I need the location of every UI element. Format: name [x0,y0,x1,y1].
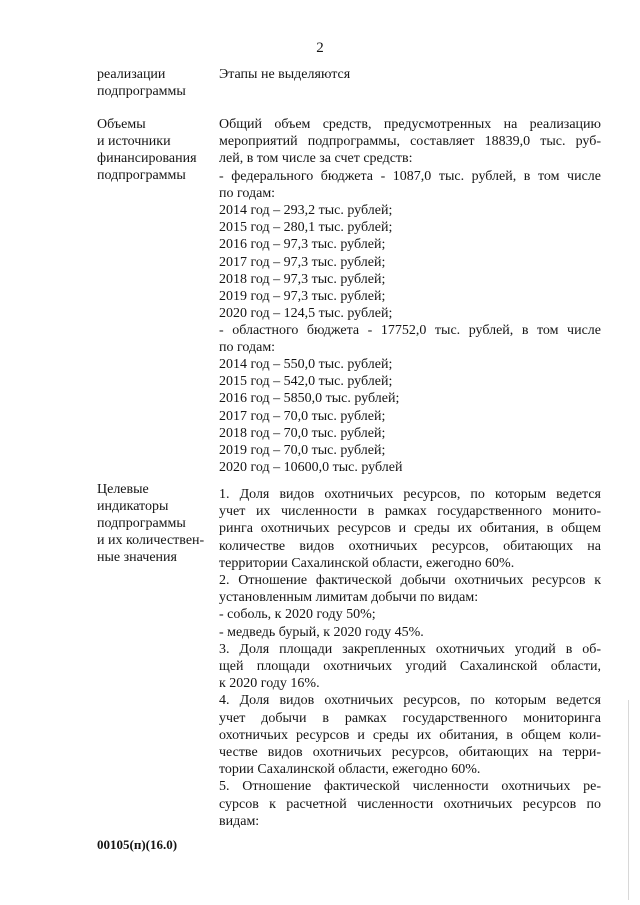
regional-years-list [219,356,601,476]
year-line: 2018 год – 70,0 тыс. рублей; [219,425,386,441]
indicator-line: - соболь, к 2020 году 50%; [219,607,376,623]
label-line: Объемы [97,117,146,132]
label-line: финансирования [97,151,197,166]
year-line: 2017 год – 97,3 тыс. рублей; [219,254,386,270]
label-line: ные значения [97,550,177,565]
indicator-line: видам: [219,813,260,829]
content-line: Общий объем средств, предусмотренных на реализацию [219,117,601,132]
indicator-line: учет их численности в рамках государственного монито- [219,504,601,520]
scan-edge-line [628,700,629,900]
year-line: 2015 год – 280,1 тыс. рублей; [219,220,393,236]
label-line: Целевые [97,482,149,497]
year-line: 2016 год – 97,3 тыс. рублей; [219,237,386,253]
financing-intro [219,116,601,202]
year-line: 2018 год – 97,3 тыс. рублей; [219,271,386,287]
year-line: 2014 год – 293,2 тыс. рублей; [219,203,393,218]
regional-intro [219,322,601,356]
content-line: лей, в том числе за счет средств: [219,151,413,167]
year-line: 2020 год – 124,5 тыс. рублей; [219,306,393,322]
indicator-line: охотничьих ресурсов и среды их обитания, в общем коли- [219,727,601,743]
year-line: 2015 год – 542,0 тыс. рублей; [219,374,393,390]
year-line: 2017 год – 70,0 тыс. рублей; [219,408,386,424]
indicator-line: честве видов охотничьих ресурсов, обитающих на терри- [219,745,601,761]
indicator-line: ринга охотничьих ресурсов и среды их обитания, в общем [219,521,601,537]
content-line: мероприятий подпрограммы, составляет 18839,0 тыс. руб- [219,134,601,150]
content-line: - областного бюджета - 17752,0 тыс. рублей, в том числе [219,323,601,338]
indicator-line: учет добычи в рамках государственного мониторинга [219,710,601,726]
indicator-line: к 2020 году 16%. [219,676,320,692]
indicator-line: территории Сахалинской области, ежегодно 60%. [219,555,515,571]
document-code: 00105(п)(16.0) [97,837,178,852]
indicator-line: щей площади охотничьих угодий Сахалинской области, [219,659,601,675]
label-line: реализации [97,67,166,82]
content-line: Этапы не выделяются [219,67,351,82]
indicator-line: количестве видов охотничьих ресурсов, обитающих на [219,538,601,554]
indicator-line: 4. Доля видов охотничьих ресурсов, по которым ведется [219,693,601,709]
indicator-line: - медведь бурый, к 2020 году 45%. [219,624,424,640]
year-line: 2016 год – 5850,0 тыс. рублей; [219,391,400,407]
label-line: подпрограммы [97,168,186,183]
content-line: - федерального бюджета - 1087,0 тыс. рублей, в том числе [219,168,601,184]
label-line: и их количествен- [97,533,205,548]
indicators-list [219,486,601,830]
federal-years-list [219,202,601,322]
content-line: по годам: [219,340,276,356]
indicator-line: 2. Отношение фактической добычи охотничьих ресурсов к [219,573,601,589]
indicator-line: 3. Доля площади закрепленных охотничьих угодий в об- [219,641,601,657]
year-line: 2019 год – 70,0 тыс. рублей; [219,443,386,459]
label-line: подпрограммы [97,516,186,531]
indicator-line: сурсов к расчетной численности охотничьих ресурсов по [219,796,601,812]
label-line: индикаторы [97,499,169,514]
indicator-line: тории Сахалинской области, ежегодно 60%. [219,762,481,778]
indicator-line: установленным лимитам добычи по видам: [219,590,479,606]
label-financing [97,116,217,184]
label-stages [97,66,217,100]
label-indicators [97,481,217,566]
content-line: по годам: [219,185,276,201]
indicator-line: 5. Отношение фактической численности охотничьих ре- [219,779,601,795]
year-line: 2014 год – 550,0 тыс. рублей; [219,357,393,372]
year-line: 2019 год – 97,3 тыс. рублей; [219,289,386,305]
label-line: и источники [97,134,171,149]
indicator-line: 1. Доля видов охотничьих ресурсов, по которым ведется [219,487,601,502]
label-line: подпрограммы [97,84,186,99]
content-stages [219,66,601,83]
year-line: 2020 год – 10600,0 тыс. рублей [219,460,403,476]
page-number: 2 [316,40,324,56]
